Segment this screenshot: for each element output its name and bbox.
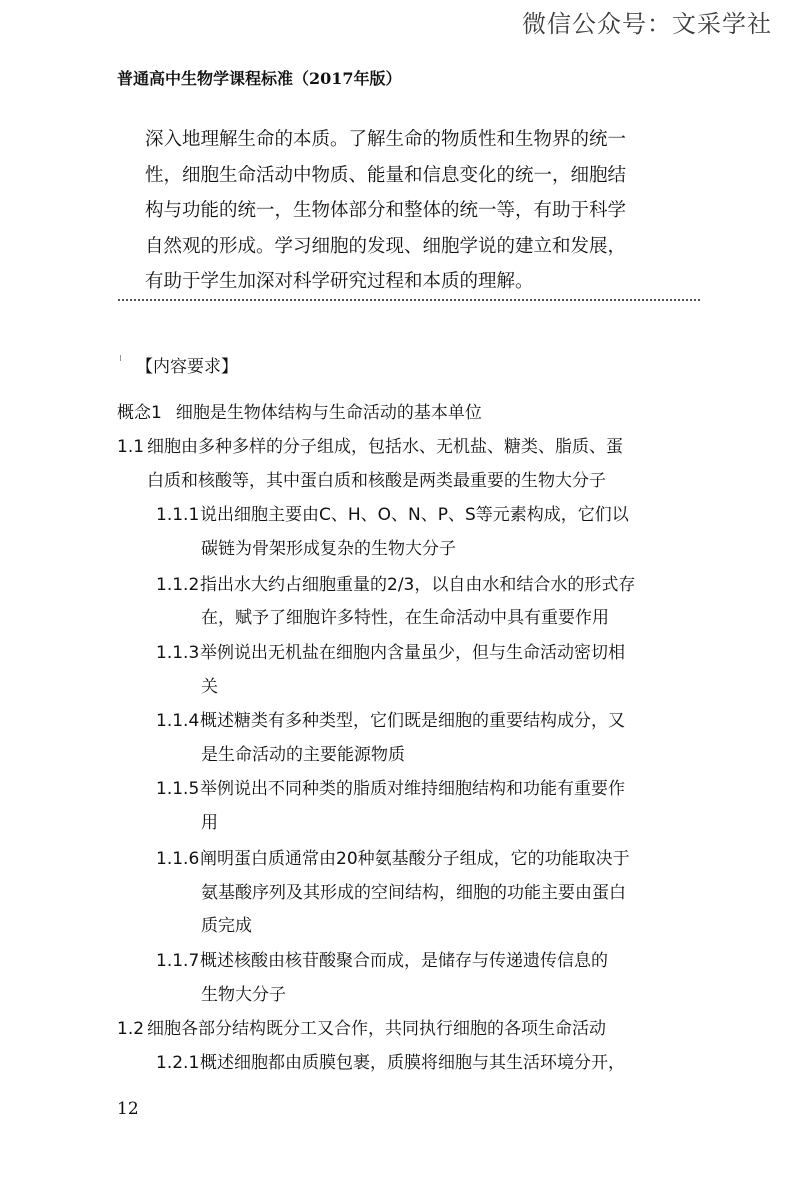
item-number: 1.2.1 (156, 1053, 200, 1073)
item-text: 概述糖类有多种类型，它们既是细胞的重要结构成分，又 (200, 711, 625, 731)
item-text: 阐明蛋白质通常由20种氨基酸分子组成，它的功能取决于 (200, 849, 630, 869)
item-text-continued: 用 (201, 813, 218, 833)
item-1-1-3 (156, 638, 625, 663)
item-1-1-7 (156, 946, 608, 971)
item-number: 1.1.3 (156, 643, 200, 663)
preface-line: 构与功能的统一，生物体部分和整体的统一等，有助于科学 (145, 200, 627, 221)
item-text-continued: 生物大分子 (201, 985, 286, 1005)
item-1-1-2 (156, 570, 635, 595)
item-number: 1.1.7 (156, 951, 200, 971)
item-number: 1.1.5 (156, 779, 200, 799)
item-number: 1.1.2 (156, 575, 200, 595)
item-text: 概述细胞都由质膜包裹，质膜将细胞与其生活环境分开， (200, 1053, 625, 1073)
scan-mark (120, 355, 121, 361)
preface-line: 深入地理解生命的本质。了解生命的物质性和生物界的统一 (145, 129, 627, 150)
item-text-continued: 在，赋予了细胞许多特性，在生命活动中具有重要作用 (201, 608, 609, 628)
section-heading: 【内容要求】 (136, 357, 238, 377)
item-number: 1.1.4 (156, 711, 200, 731)
concept-number: 概念1 (117, 403, 162, 423)
item-1-1-1 (156, 500, 629, 525)
item-text-continued: 碳链为骨架形成复杂的生物大分子 (201, 539, 456, 559)
item-number: 1.1.6 (156, 849, 200, 869)
item-number: 1.1.1 (156, 505, 200, 525)
item-number: 1.1 (117, 437, 145, 457)
item-text: 指出水大约占细胞重量的2/3，以自由水和结合水的形式存 (200, 575, 636, 595)
item-text: 细胞各部分结构既分工又合作，共同执行细胞的各项生命活动 (147, 1019, 606, 1039)
item-1-1 (117, 432, 623, 457)
item-text-continued: 关 (201, 677, 218, 697)
preface-line: 自然观的形成。学习细胞的发现、细胞学说的建立和发展， (145, 235, 627, 257)
item-1-2-1 (156, 1048, 625, 1073)
item-text-continued: 质完成 (201, 916, 252, 936)
item-1-1-4 (156, 706, 625, 731)
item-number: 1.2 (117, 1019, 145, 1039)
item-text-continued: 白质和核酸等，其中蛋白质和核酸是两类最重要的生物大分子 (147, 471, 606, 491)
concept-title: 细胞是生物体结构与生命活动的基本单位 (175, 403, 482, 423)
page-number: 12 (117, 1099, 139, 1119)
watermark-text: 微信公众号：文采学社 (522, 10, 772, 38)
running-header: 普通高中生物学课程标准（2017年版） (117, 69, 402, 88)
preface-line: 有助于学生加深对科学研究过程和本质的理解。 (145, 271, 534, 292)
item-text: 举例说出无机盐在细胞内含量虽少，但与生命活动密切相 (200, 643, 625, 663)
item-text: 细胞由多种多样的分子组成，包括水、无机盐、糖类、脂质、蛋 (147, 437, 623, 457)
item-1-2 (117, 1014, 606, 1039)
item-1-1-5 (156, 774, 625, 799)
item-text: 概述核酸由核苷酸聚合而成，是储存与传递遗传信息的 (200, 951, 608, 971)
concept-heading (117, 398, 482, 423)
preface-line: 性，细胞生命活动中物质、能量和信息变化的统一，细胞结 (145, 164, 627, 186)
dotted-divider (118, 299, 700, 301)
item-text: 举例说出不同种类的脂质对维持细胞结构和功能有重要作 (200, 779, 625, 799)
item-text-continued: 氨基酸序列及其形成的空间结构，细胞的功能主要由蛋白 (201, 883, 626, 903)
preface-paragraph (145, 122, 690, 300)
item-text-continued: 是生命活动的主要能源物质 (201, 745, 405, 765)
item-text: 说出细胞主要由C、H、O、N、P、S等元素构成，它们以 (200, 505, 629, 525)
item-1-1-6 (156, 844, 630, 869)
